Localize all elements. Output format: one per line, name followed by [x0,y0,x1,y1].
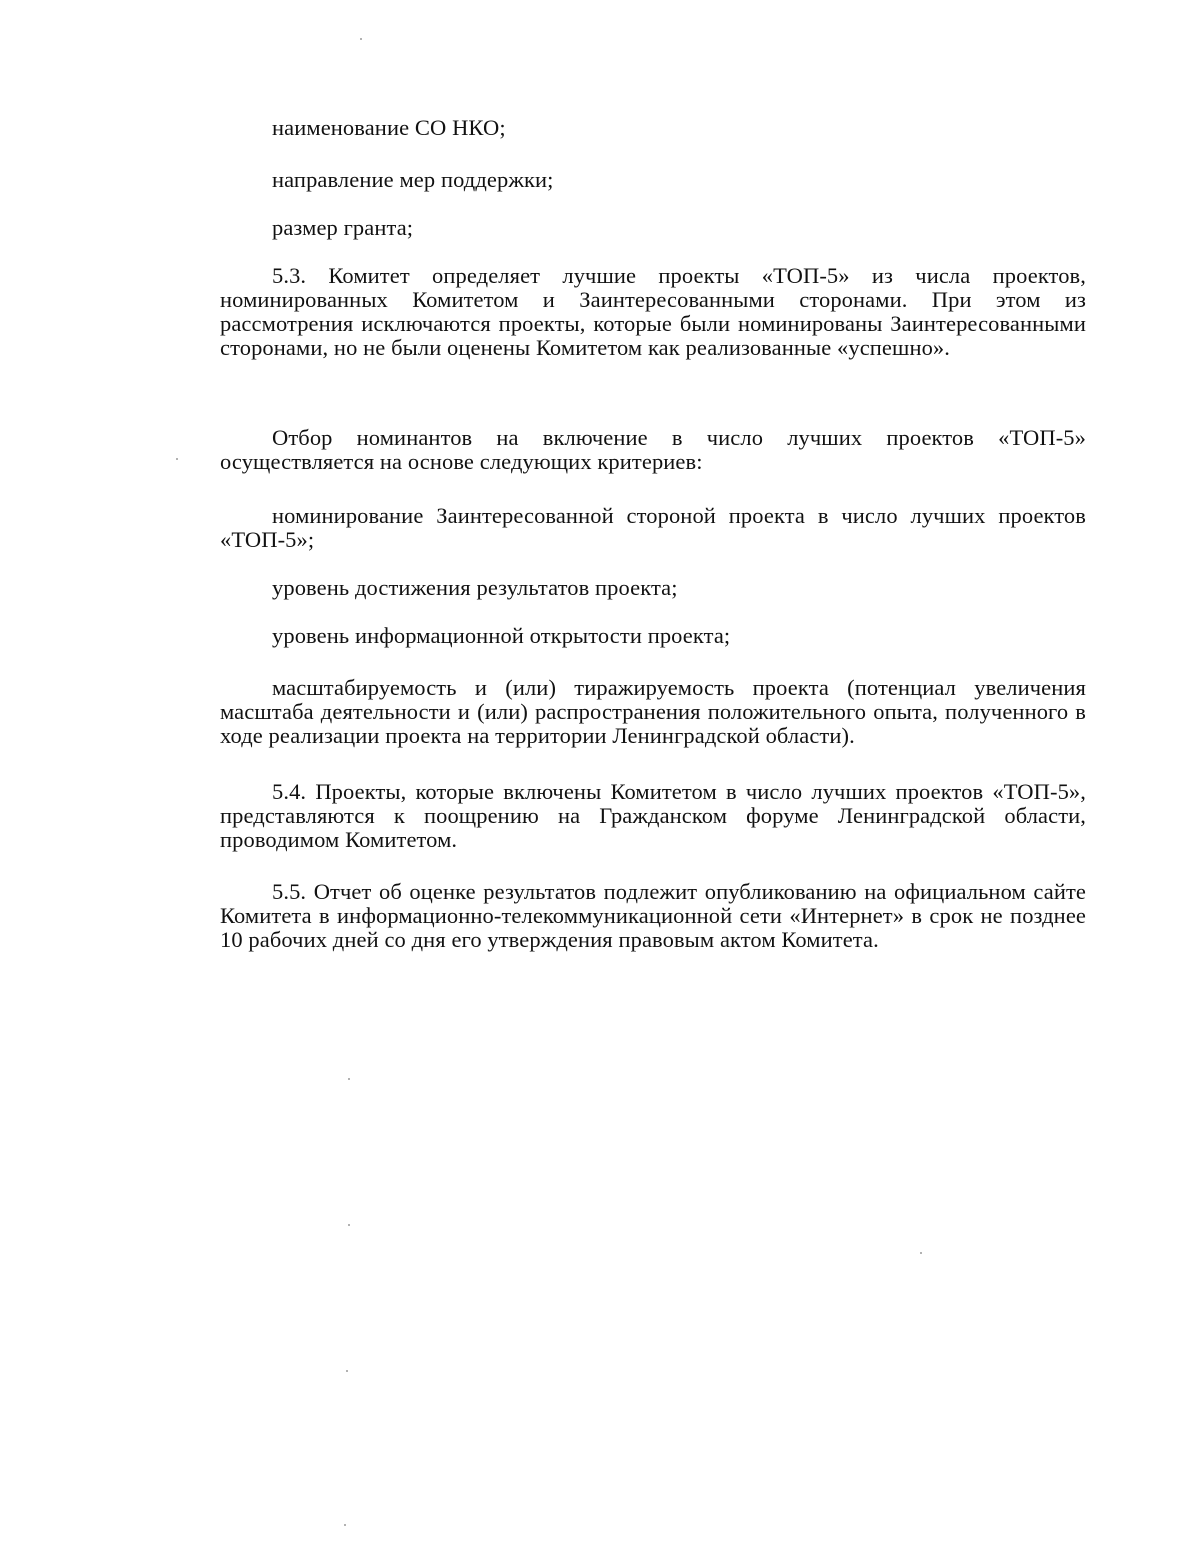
paragraph-5-5: 5.5. Отчет об оценке результатов подлежит опубликованию на официальном сайте Комитета в информационно-телекоммуникационной сети «Интернет» в срок не позднее 10 рабочих дней со дня его утверждения правовым актом Комитета. [220,879,1086,952]
scan-speck [176,458,178,460]
paragraph-5-3: 5.3. Комитет определяет лучшие проекты «ТОП-5» из числа проектов, номинированных Комитетом и Заинтересованными сторонами. При этом из рассмотрения исключаются проекты, которые были номинированы Заинтересованными сторонами, но не были оценены Комитетом как реализованные «успешно». [220,263,1086,360]
list-item-support-direction: направление мер поддержки; [272,167,554,192]
criterion-nomination: номинирование Заинтересованной стороной проекта в число лучших проектов «ТОП-5»; [220,503,1086,552]
scan-speck [346,1370,348,1372]
scan-speck [920,1252,922,1254]
scan-speck [360,38,362,40]
list-item-grant-size: размер гранта; [272,215,414,240]
criterion-results-level: уровень достижения результатов проекта; [272,575,678,600]
scan-speck [344,1524,346,1526]
list-item-nko-name: наименование СО НКО; [272,115,506,140]
scan-speck [348,1224,350,1226]
criterion-scalability: масштабируемость и (или) тиражируемость проекта (потенциал увеличения масштаба деятельности и (или) распространения положительного опыта, полученного в ходе реализации проекта на территории Ленинградской области). [220,675,1086,748]
scan-speck [348,1078,350,1080]
paragraph-selection-criteria: Отбор номинантов на включение в число лучших проектов «ТОП-5» осуществляется на основе следующих критериев: [220,425,1086,474]
criterion-openness-level: уровень информационной открытости проекта; [272,623,731,648]
paragraph-5-4: 5.4. Проекты, которые включены Комитетом в число лучших проектов «ТОП-5», представляются к поощрению на Гражданском форуме Ленинградской области, проводимом Комитетом. [220,779,1086,852]
